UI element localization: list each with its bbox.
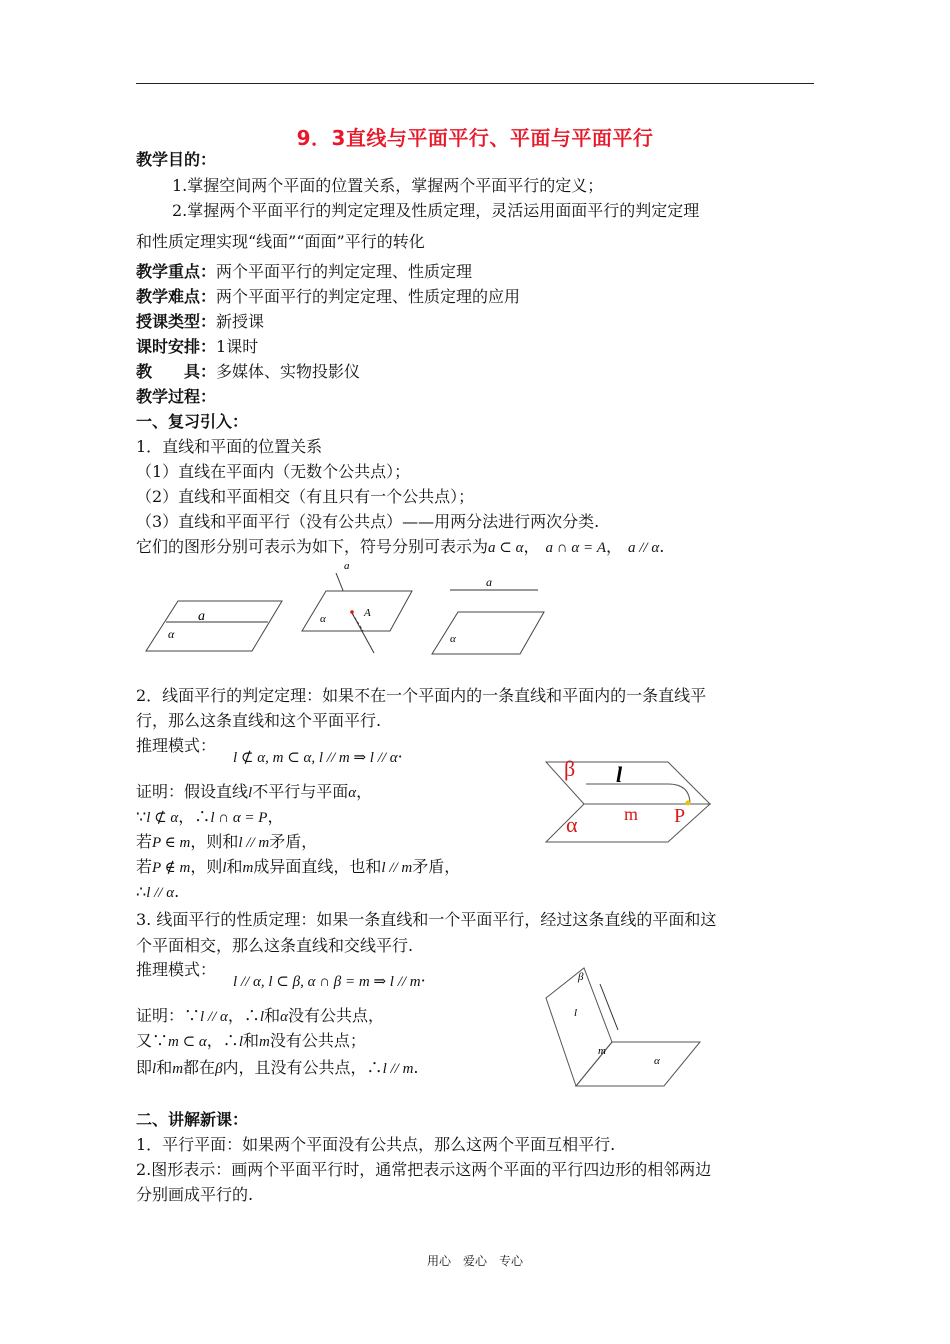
label-alpha: α	[320, 613, 326, 625]
thm3-mode	[233, 971, 426, 992]
thm2-proof-3	[136, 832, 317, 853]
meta-schedule	[136, 337, 258, 357]
label-l: l	[574, 1007, 578, 1019]
text: 矛盾，	[269, 832, 318, 851]
thm2-proof-2	[136, 807, 284, 828]
thm3-mode-formula: l // α, l ⊂ β, α ∩ β = m ⇒ l // m	[233, 974, 421, 990]
new-line-3: 分别画成平行的.	[136, 1185, 254, 1204]
formula: l // m	[238, 835, 270, 851]
text: 没有公共点；	[269, 1031, 366, 1050]
page-title: 9．3直线与平面平行、平面与平面平行	[296, 126, 654, 150]
formula: l // m	[382, 1061, 414, 1077]
text: 若	[136, 832, 153, 851]
plane-shape	[302, 591, 412, 631]
formula: m ⊂ α	[168, 1034, 207, 1050]
label-alpha: α	[168, 627, 175, 641]
formula: P ∈ m	[152, 835, 191, 851]
meta-value: 新授课	[216, 312, 265, 331]
formula: l // α	[200, 1009, 228, 1025]
text: 证明：∵	[136, 1006, 201, 1025]
label-alpha: α	[450, 633, 456, 645]
thm2-proof-4	[136, 857, 460, 878]
formula-intersect: a ∩ α = A	[545, 540, 606, 556]
var: α	[280, 1009, 288, 1025]
text: 若	[136, 857, 153, 876]
point-A	[350, 610, 354, 614]
text: ，	[356, 782, 373, 801]
meta-label: 教学重点：	[136, 262, 217, 281]
text: ∴	[136, 882, 147, 901]
thm2-mode-formula: l ⊄ α, m ⊂ α, l // m ⇒ l // α	[233, 750, 398, 766]
review-line-1: 1．直线和平面的位置关系	[136, 437, 323, 456]
thm3-proof-3	[136, 1058, 419, 1079]
text: 矛盾，	[412, 857, 461, 876]
text: 没有公共点，	[287, 1006, 384, 1025]
goal-item-3: 和性质定理实现“线面”“面面”平行的转化	[136, 232, 425, 251]
var: l	[152, 1061, 157, 1077]
review-heading: 一、复习引入：	[136, 412, 249, 431]
new-heading: 二、讲解新课：	[136, 1110, 249, 1129]
line-l-curve	[586, 784, 690, 804]
label-alpha: α	[566, 812, 578, 837]
header-rule	[136, 83, 814, 84]
text: 内，且没有公共点，∴	[222, 1058, 383, 1077]
var: l	[248, 785, 253, 801]
text: 即	[136, 1058, 153, 1077]
formula: l ∩ α = P	[210, 810, 268, 826]
meta-value: 两个平面平行的判定定理、性质定理的应用	[216, 287, 521, 306]
meta-lesson-type	[136, 312, 264, 332]
meta-label: 授课类型：	[136, 312, 217, 331]
var: β	[215, 1061, 223, 1077]
text: 都在	[183, 1058, 216, 1077]
new-line-1: 1．平行平面：如果两个平面没有公共点，那么这两个平面互相平行.	[136, 1135, 616, 1154]
meta-difficulties	[136, 287, 520, 307]
line-l	[600, 984, 618, 1030]
text: 又∵	[136, 1031, 169, 1050]
formula: l // m	[381, 860, 413, 876]
var: l	[259, 1009, 265, 1025]
var: l	[222, 860, 227, 876]
label-a: a	[486, 575, 492, 589]
page-footer: 用心 爱心 专心	[426, 1254, 523, 1268]
thm3-mode-label: 推理模式：	[136, 960, 217, 979]
text: 证明：假设直线	[136, 782, 249, 801]
thm2-proof-1	[136, 782, 372, 803]
figure-judgement-theorem	[540, 752, 715, 848]
thm2-mode	[233, 747, 403, 768]
thm2-mode-label: 推理模式：	[136, 736, 217, 755]
plane-shape	[146, 601, 282, 651]
formula: P ∉ m	[152, 860, 191, 876]
separator: ，	[605, 537, 622, 556]
formula-parallel: a // α	[628, 540, 660, 556]
meta-label: 课时安排：	[136, 337, 217, 356]
review-line-4: （3）直线和平面平行（没有公共点）——用两分法进行两次分类.	[136, 512, 600, 531]
figure-line-intersect-plane	[296, 555, 416, 655]
var: m	[259, 1034, 270, 1050]
figure-line-parallel-plane	[428, 572, 548, 656]
text: ，∴	[178, 807, 211, 826]
plane-beta	[546, 968, 612, 1086]
dot: ·	[397, 747, 403, 766]
var: m	[172, 1061, 184, 1077]
text: .	[174, 882, 180, 901]
text: ，则和	[190, 832, 239, 851]
text: ，∴	[206, 1031, 239, 1050]
label-beta: β	[578, 971, 584, 983]
meta-tools	[136, 362, 360, 382]
review-line-5-text: 它们的图形分别可表示为如下，符号分别可表示为	[136, 537, 489, 556]
thm3-line-2: 个平面相交，那么这条直线和交线平行.	[136, 936, 414, 955]
label-alpha: α	[654, 1055, 660, 1067]
formula: l // α	[146, 885, 175, 901]
meta-label: 教学难点：	[136, 287, 217, 306]
meta-value: 两个平面平行的判定定理、性质定理	[216, 262, 473, 281]
text: 成异面直线，也和	[253, 857, 382, 876]
goal-label: 教学目的：	[136, 150, 217, 169]
label-m: m	[598, 1045, 606, 1057]
formula-in-plane: a ⊂ α	[488, 540, 524, 556]
text: .	[413, 1058, 419, 1077]
thm2-line-2: 行，那么这条直线和这个平面平行.	[136, 711, 382, 730]
label-A: A	[364, 607, 371, 619]
meta-value: 多媒体、实物投影仪	[216, 362, 361, 381]
thm2-proof-5	[136, 882, 179, 903]
var: α	[348, 785, 357, 801]
thm3-proof-2	[136, 1031, 366, 1052]
text: ，则	[190, 857, 223, 876]
thm2-line-1: 2．线面平行的判定定理：如果不在一个平面内的一条直线和平面内的一条直线平	[136, 686, 707, 705]
text: ，∴	[227, 1006, 260, 1025]
text: 和	[242, 1031, 259, 1050]
process-label: 教学过程：	[136, 387, 217, 406]
label-m: m	[624, 804, 639, 824]
plane-shape	[432, 612, 544, 654]
meta-key-points	[136, 262, 472, 282]
label-a: a	[344, 560, 350, 572]
review-line-3: （2）直线和平面相交（有且只有一个公共点）；	[136, 487, 475, 506]
dot: ·	[420, 971, 426, 990]
var: l	[238, 1034, 243, 1050]
text: ，	[267, 807, 284, 826]
review-line-2: （1）直线在平面内（无数个公共点）；	[136, 462, 411, 481]
figure-property-theorem	[540, 960, 710, 1090]
label-P: P	[674, 805, 686, 827]
formula: l ⊄ α	[146, 810, 179, 826]
new-line-2: 2.图形表示：画两个平面平行时，通常把表示这两个平面的平行四边形的相邻两边	[136, 1160, 712, 1179]
text: 和	[226, 857, 243, 876]
goal-item-1: 1.掌握空间两个平面的位置关系，掌握两个平面平行的定义；	[172, 176, 604, 195]
label-a: a	[198, 609, 205, 624]
meta-value: 1课时	[216, 337, 259, 356]
point-P	[686, 801, 691, 806]
label-beta: β	[564, 756, 576, 781]
text: 和	[156, 1058, 173, 1077]
period: .	[659, 537, 665, 556]
thm3-proof-1	[136, 1006, 384, 1027]
text: 不平行与平面	[252, 782, 349, 801]
label-l: l	[616, 762, 623, 787]
plane-alpha	[576, 1042, 700, 1086]
text: ∵	[136, 807, 147, 826]
separator: ，	[523, 537, 540, 556]
text: 和	[264, 1006, 281, 1025]
goal-item-2: 2.掌握两个平面平行的判定定理及性质定理，灵活运用面面平行的判定定理	[172, 201, 700, 220]
meta-label: 教 具：	[136, 362, 217, 381]
var: m	[242, 860, 254, 876]
thm3-line-1: 3. 线面平行的性质定理：如果一条直线和一个平面平行，经过这条直线的平面和这	[136, 910, 717, 929]
figure-line-in-plane	[140, 595, 290, 655]
